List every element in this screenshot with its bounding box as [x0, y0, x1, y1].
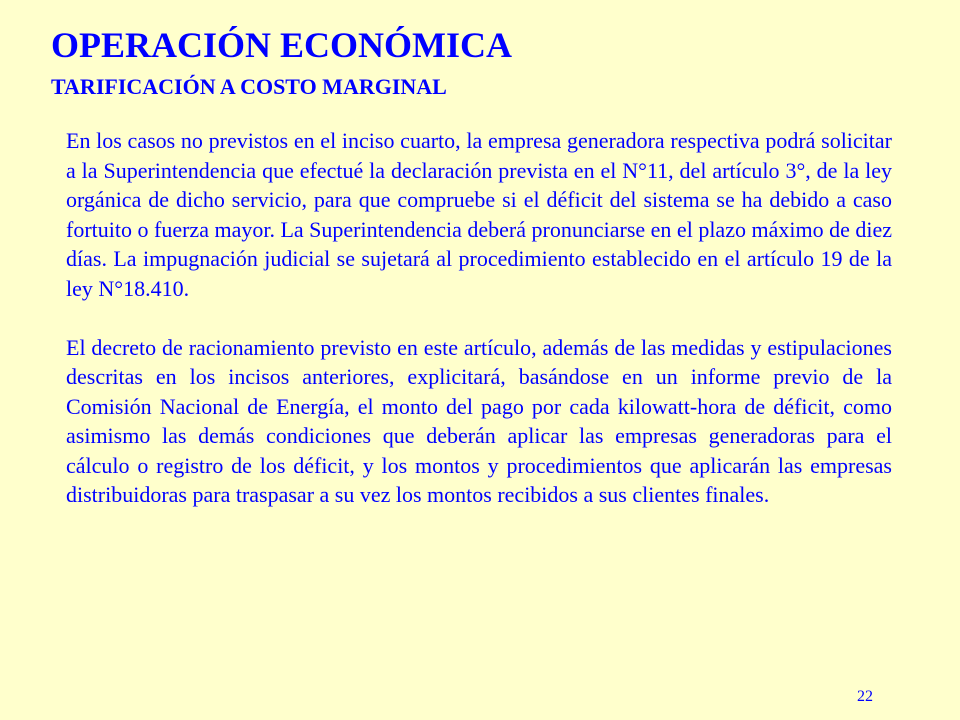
slide-body	[66, 126, 892, 510]
page-number: 22	[857, 688, 873, 705]
slide-subtitle: TARIFICACIÓN A COSTO MARGINAL	[51, 74, 447, 99]
slide-title: OPERACIÓN ECONÓMICA	[51, 25, 513, 65]
paragraph-2: El decreto de racionamiento previsto en este artículo, además de las medidas y estipulaciones descritas en los incisos anteriores, explicitará, basándose en un informe previo de la Comisión Nacional de Energía, el monto del pago por cada kilowatt-hora de déficit, como asimismo las demás condiciones que deberán aplicar las empresas generadoras para el cálculo o registro de los déficit, y los montos y procedimientos que aplicarán las empresas distribuidoras para traspasar a su vez los montos recibidos a sus clientes finales.	[66, 334, 892, 507]
paragraph-1: En los casos no previstos en el inciso cuarto, la empresa generadora respectiva podrá solicitar a la Superintendencia que efectué la declaración prevista en el N°11, del artículo 3°, de la ley orgánica de dicho servicio, para que compruebe si el déficit del sistema se ha debido a caso fortuito o fuerza mayor. La Superintendencia deberá pronunciarse en el plazo máximo de diez días. La impugnación judicial se sujetará al procedimiento establecido en el artículo 19 de la ley N°18.410.	[66, 128, 892, 301]
